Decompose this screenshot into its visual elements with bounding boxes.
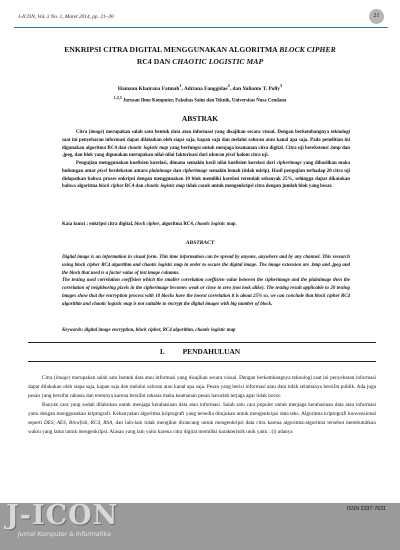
abstrak-p2-pixel: pixel — [97, 168, 108, 174]
abstrak-p2-g: tidak cocok untuk mengenkripsi citra dengan jumlah blok yang besar. — [184, 184, 333, 190]
abstrak-paragraph-2 — [62, 160, 350, 191]
abstrak-p2-cipher2: cipherimage — [182, 168, 208, 174]
keywords: Keywords: digital image encryption, block cipher, RC4 algorithm, chaotic logistic map — [62, 328, 236, 333]
running-head: J-ICON, Vol. 2 No. 1, Maret 2014, pp. 21~30 — [18, 14, 114, 20]
section-rule-top — [28, 342, 376, 343]
abstrak-p2-e: semakin lemah (tidak mirip). Hasil pengujian terhadap 20 citra uji didapatkan bahwa proses enkripsi dengan menggunakan 10 blok memiliki korelasi terendah sebanyak 25%, sehingga dapat dikatakan bahwa algoritma — [62, 168, 350, 190]
abstract-english-body — [62, 254, 350, 308]
title-line-1-italic: BLOCK CIPHER — [279, 45, 336, 54]
kata-kunci-italic-2: chaotic logistic map. — [195, 222, 237, 227]
abstrak-p2-plain: plainimage — [149, 168, 172, 174]
abstrak-p1-pixel: pixel — [225, 153, 236, 159]
logo-subtitle: Jurnal Komputer & Informatika — [18, 531, 111, 538]
section-title: PENDAHULUAN — [182, 347, 241, 356]
kata-kunci-label: Kata kunci : enkripsi citra digital, — [62, 222, 135, 227]
affiliation-sup: 1,2,3 — [113, 95, 122, 100]
title-line-1-text: ENKRIPSI CITRA DIGITAL MENGGUNAKAN ALGORITMA — [64, 45, 280, 54]
author-2: Adriana Fanggidae — [183, 85, 228, 92]
abstrak-body — [62, 129, 350, 191]
abstrak-p1-image: image — [90, 130, 103, 135]
section-rule-bottom — [28, 361, 376, 362]
abstrak-p2-chaotic: chaotic logistic map — [144, 184, 185, 190]
abstract-paragraph-2: The testing used correlation coeffisien which the smaller correlation coeffisien value between the cipherimage and the plainimage then the correlation of neighboring pixels in the cipherimage becomes weak or close to zero (not look alike). The testing result applicable to 20 testing images show that the encryption process with 10 blocks have the lowest correlation it is about 25% so, we can conclude that block cipher RC4 algorithm and chaotic logistic map is not suitable to encrypt the digital images with big number of block. — [62, 278, 350, 307]
abstrak-heading: ABSTRAK — [181, 114, 219, 123]
author-1: Hamzun Khairana Fatmah — [117, 85, 180, 92]
title-line-1 — [30, 44, 370, 56]
kata-kunci — [62, 222, 350, 227]
author-and: , dan — [229, 85, 243, 92]
section-heading — [0, 345, 400, 359]
abstrak-p1-chaotic: chaotic logistic map — [127, 145, 169, 151]
body-p2-b: , dan lain-lain tidak mengikut dirancang untuk mengenkripsi data citra karena algoritma-algoritma tersebut membutuhkan waktu yang lama untuk mengenkripsi. Alasan yang lain yaitu karena citra digital memiliki karakteristik unik yaitu : (i) adanya — [28, 419, 376, 435]
abstrak-p2-c: berdekatan antara — [107, 168, 150, 174]
author-sep: , — [181, 85, 184, 92]
issn: ISSN 2337-7631 — [346, 506, 386, 512]
page-number-badge: 21 — [369, 9, 384, 24]
abstrak-p1-c: yang berfungsi untuk menjaga keamanan citra digital. Citra uji berekstensi .bmp dan .jpeg, dan blok yang digunakan merupakan nilai-nilai faktorisasi dari ukuran — [62, 145, 350, 159]
author-list — [40, 83, 360, 92]
abstrak-p2-cipher: cipherimage — [276, 161, 302, 166]
body-p1-image: image — [55, 375, 69, 381]
abstrak-p2-f: RC4 dan — [123, 184, 145, 190]
body-p2-list: DES, AES, Blowfish, RC4, RSA — [43, 419, 113, 426]
abstrak-p2-a: Pengujian menggunakan koefisien korelasi, dimana semakin kecil nilai koefisien korelasi dari — [76, 161, 277, 166]
title-line-2-italic: CHAOTIC LOGISTIC MAP — [172, 57, 264, 66]
author-2-sup: 2 — [227, 83, 230, 88]
abstrak-paragraph-1 — [62, 129, 350, 160]
author-3-sup: 3 — [279, 83, 283, 88]
body-p1-b: ) merupakan salah satu bentuk data atau informasi yang disajikan secara visual. Dengan berkembangnya teknologi saat ini penyebaran informasi dapat dilakukan oleh siapa saja, kapan saja dan melalui saluran atau kanal apa saja. Pesan yang berisi informasi atau data tidak selamanya bersifat publik. Ada juga pesan yang bersifat rahasia dan tentunya karena bersifat rahasia maka keamanan pesan haruslah terjaga agar tidak bocor. — [28, 375, 376, 399]
body-p1-a: Citra ( — [42, 375, 56, 381]
title-line-2-text: RC4 DAN — [136, 57, 173, 66]
body-paragraph-1 — [28, 374, 376, 401]
author-3: Yulianto T. Polly — [242, 85, 280, 92]
section-number: I. — [159, 347, 165, 356]
abstrak-p1-a: Citra ( — [76, 130, 91, 135]
abstrak-p1-d: kolom citra uji. — [235, 153, 269, 159]
logo-text: J-ICON — [6, 500, 119, 531]
title-line-2 — [30, 56, 370, 68]
journal-logo — [4, 498, 154, 544]
body-p2-a: Banyak cara yang sudah dilakukan untuk menjaga kerahasiaan data atau informasi. Salah satu cara populer untuk menjaga kerahasiaan data atau informasi yaitu dengan menggunakan kriptografi. Kebanyakan algoritma kriptografi yang tersedia ditujukan untuk mengenkripsi data teks. Algoritma kriptografi konvensional seperti — [28, 401, 376, 426]
body-paragraph-2 — [28, 401, 376, 437]
abstrak-p2-block: block cipher — [98, 184, 124, 190]
abstrak-p1-b: ) merupakan salah satu bentuk data atau informasi yang disajikan secara visual. Dengan berkembangnya teknologi saat ini penyebaran informasi dapat dilakukan oleh siapa saja, kapan saja dan melalui saluran atau kanal apa saja. Pada penelitian ini digunakan algoritma RC4 dan — [62, 130, 350, 151]
abstract-heading: ABSTRACT — [185, 240, 215, 246]
header-rule — [14, 27, 388, 28]
abstract-paragraph-1: Digital image is an information in visual form. This time information can be spread by anyone, anywhere and by any channel. This research using block cipher RC4 algorithm and chaotic logistic map in order to secure the digital image. The image extension are .bmp and .jpeg and the block that used is a factor value of test image columns. — [62, 255, 350, 276]
paper-title — [30, 44, 370, 68]
abstrak-p2-b: yang dihasilkan maka hubungan antar — [62, 161, 350, 174]
affiliation — [40, 95, 360, 104]
author-1-sup: 1 — [179, 83, 182, 88]
affiliation-text: Jurusan Ilmu Komputer, Fakultas Sains dan Teknik, Universitas Nusa Cendana — [121, 98, 287, 104]
abstrak-p2-d: dan — [171, 168, 183, 174]
body-text — [28, 374, 376, 437]
kata-kunci-rest: , algoritma RC4, — [159, 222, 196, 227]
kata-kunci-italic: block cipher — [134, 222, 160, 227]
